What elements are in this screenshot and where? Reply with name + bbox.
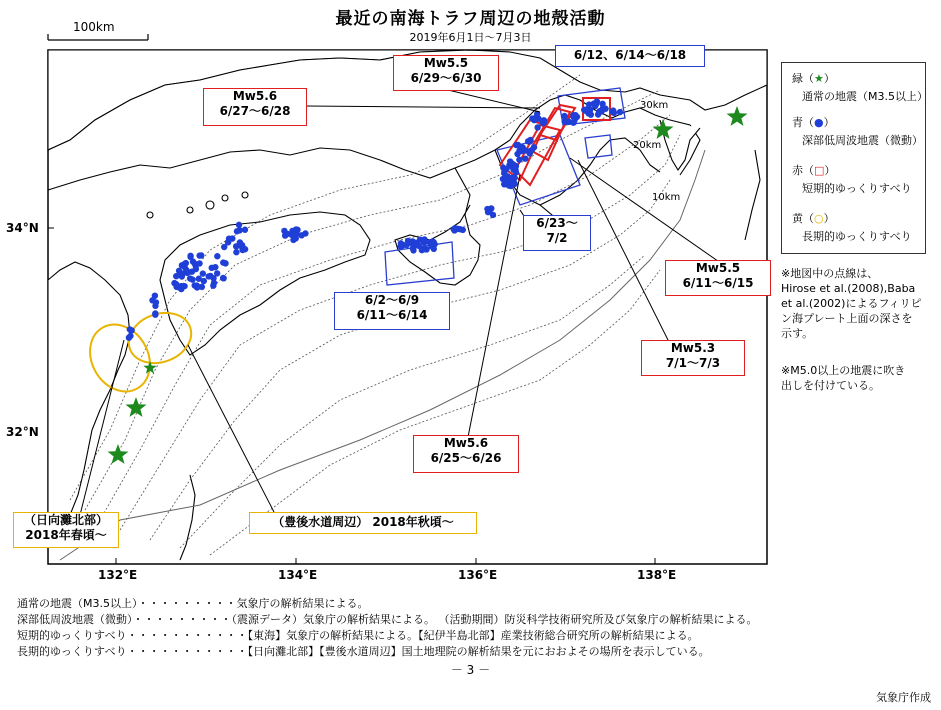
blue-dot-icon: ● xyxy=(814,116,824,129)
lfe-dot xyxy=(187,253,193,259)
lfe-dot xyxy=(220,275,226,281)
note-line: 示す。 xyxy=(781,327,814,340)
footer-line-4: 長期的ゆっくりすべり・・・・・・・・・・・【日向灘北部】【豊後水道周辺】国土地理院の解析結果を元におおよその場所を表示している。 xyxy=(17,645,710,658)
lfe-dot xyxy=(193,266,199,272)
note-line: et al.(2002)によるフィリピ xyxy=(781,297,922,310)
legend-blue-label: 青 xyxy=(792,116,803,129)
lfe-dot xyxy=(201,278,207,284)
lfe-dot xyxy=(484,206,490,212)
lfe-dot xyxy=(592,102,598,108)
lfe-dot xyxy=(514,151,520,157)
callout-mw55-top xyxy=(393,55,499,91)
lfe-dot xyxy=(173,281,179,287)
footer-line-3: 短期的ゆっくりすべり・・・・・・・・・・・【東海】気象庁の解析結果による。【紀伊半島北部】産業技術総合研究所の解析結果による。 xyxy=(17,629,699,642)
lfe-dot xyxy=(421,240,427,246)
legend xyxy=(781,62,926,254)
lfe-dot xyxy=(451,226,457,232)
lon-tick-136: 136°E xyxy=(458,568,498,582)
legend-blue-desc: 深部低周波地震（微動） xyxy=(802,134,923,147)
depth-label-10km: 10km xyxy=(652,192,681,203)
lfe-dot xyxy=(563,119,569,125)
lfe-dot xyxy=(490,212,496,218)
lfe-dot xyxy=(429,239,435,245)
lfe-dot xyxy=(181,283,187,289)
period-subtitle: 2019年6月1日～7月3日 xyxy=(409,31,532,44)
yellow-circle-icon: ○ xyxy=(814,212,824,225)
callout-dates: 6/25～6/26 xyxy=(430,451,502,465)
lfe-dot xyxy=(539,118,545,124)
lfe-dot xyxy=(302,230,308,236)
page-number: － 3 － xyxy=(450,663,491,677)
legend-red-label: 赤 xyxy=(792,164,803,177)
callout-dates: 2018年春頃～ xyxy=(25,528,107,542)
lon-tick-134: 134°E xyxy=(278,568,318,582)
author: 気象庁作成 xyxy=(876,691,931,704)
callout-mw55-right xyxy=(665,260,771,296)
callout-mw56-left xyxy=(203,88,307,126)
lat-tick-34: 34°N xyxy=(6,221,39,235)
lfe-dot xyxy=(527,138,533,144)
footer-line-2: 深部低周波地震（微動）・・・・・・・・・（震源データ）気象庁の解析結果による。 （活動期間）防災科学技術研究所及び気象庁の解析結果による。 xyxy=(17,613,758,626)
callout-dates: 6/11～6/14 xyxy=(356,308,428,322)
callout-blue-top xyxy=(555,45,705,67)
lfe-dot xyxy=(511,174,517,180)
lfe-dot xyxy=(196,260,202,266)
lfe-dot xyxy=(617,109,623,115)
callout-mw56-bottom xyxy=(413,435,519,473)
lfe-dot xyxy=(183,260,189,266)
lfe-dot xyxy=(212,264,218,270)
callout-dates: 6/29～6/30 xyxy=(410,71,482,85)
lfe-dot xyxy=(233,249,239,255)
legend-green-desc: 通常の地震（M3.5以上） xyxy=(802,90,928,103)
callout-dates: 6/11～6/15 xyxy=(682,276,754,290)
lfe-dot xyxy=(196,252,202,258)
note-callouts xyxy=(781,363,931,393)
lfe-dot xyxy=(534,124,540,130)
lfe-dot xyxy=(152,310,158,316)
lfe-dot xyxy=(127,333,133,339)
callout-hyuganada xyxy=(13,512,119,548)
lat-tick-32: 32°N xyxy=(6,425,39,439)
lfe-dot xyxy=(503,166,509,172)
callout-region: （豊後水道周辺） 2018年秋頃～ xyxy=(272,515,454,529)
callout-dates: 7/2 xyxy=(546,231,568,245)
depth-label-30km: 30km xyxy=(640,100,669,111)
legend-yellow-label: 黄 xyxy=(792,212,803,225)
scale-bar xyxy=(48,34,148,40)
lfe-dot xyxy=(152,292,158,298)
note-line: ※地図中の点線は、 xyxy=(781,267,879,280)
callout-region: （日向灘北部） xyxy=(23,513,108,527)
star-icon: ★ xyxy=(814,72,824,85)
lfe-dot xyxy=(571,117,577,123)
lfe-dot xyxy=(407,240,413,246)
lon-tick-132: 132°E xyxy=(98,568,138,582)
lfe-dot xyxy=(233,243,239,249)
lfe-dot xyxy=(527,148,533,154)
callout-magnitude: Mw5.5 xyxy=(423,56,469,70)
lfe-dot xyxy=(507,158,513,164)
callout-blue-shikoku xyxy=(334,292,450,330)
note-line: Hirose et al.(2008),Baba xyxy=(781,282,916,295)
legend-yellow-row: 黄（○） xyxy=(792,212,835,225)
callout-blue-center xyxy=(523,215,591,251)
lfe-dot xyxy=(179,270,185,276)
lfe-dot xyxy=(410,245,416,251)
callout-dates: 6/23～ xyxy=(536,216,578,230)
note-line: 出しを付けている。 xyxy=(781,379,880,392)
lfe-dot xyxy=(189,276,195,282)
depth-label-20km: 20km xyxy=(633,140,662,151)
lfe-dot xyxy=(173,273,179,279)
footer-line-1: 通常の地震（M3.5以上）・・・・・・・・・気象庁の解析結果による。 xyxy=(17,597,369,610)
lfe-dot xyxy=(127,327,133,333)
legend-green-row: 緑（★） xyxy=(792,72,835,85)
callout-magnitude: Mw5.3 xyxy=(670,341,716,355)
red-square-icon: □ xyxy=(814,164,825,177)
lfe-dot xyxy=(226,235,232,241)
lfe-dot xyxy=(529,115,535,121)
callout-magnitude: Mw5.5 xyxy=(695,261,741,275)
note-line: ※M5.0以上の地震に吹き xyxy=(781,364,906,377)
lfe-dot xyxy=(561,113,567,119)
lfe-dot xyxy=(522,155,528,161)
lfe-dot xyxy=(602,106,608,112)
lfe-dot xyxy=(242,227,248,233)
lfe-dot xyxy=(513,142,519,148)
legend-red-row: 赤（□） xyxy=(792,164,836,177)
callout-dates: 6/27～6/28 xyxy=(219,104,291,118)
callout-bungo xyxy=(249,512,477,534)
note-depth-contours xyxy=(781,266,931,341)
lfe-dot xyxy=(516,157,522,163)
page-title: 最近の南海トラフ周辺の地殻活動 xyxy=(335,9,606,29)
lfe-dot xyxy=(397,243,403,249)
lfe-dot xyxy=(214,253,220,259)
legend-blue-row: 青（●） xyxy=(792,116,835,129)
lfe-dot xyxy=(205,273,211,279)
lon-tick-138: 138°E xyxy=(637,568,677,582)
lfe-dot xyxy=(460,227,466,233)
lfe-dot xyxy=(214,270,220,276)
legend-red-desc: 短期的ゆっくりすべり xyxy=(802,182,912,195)
lfe-dot xyxy=(200,270,206,276)
note-line: ン海プレート上面の深さを xyxy=(781,312,913,325)
lfe-dot xyxy=(236,222,242,228)
callout-mw53 xyxy=(641,340,745,376)
lfe-dot xyxy=(610,107,616,113)
lfe-dot xyxy=(152,303,158,309)
callout-dates: 6/2～6/9 xyxy=(364,293,420,307)
callout-magnitude: Mw5.6 xyxy=(232,89,278,103)
lfe-dot xyxy=(282,232,288,238)
scale-label: 100km xyxy=(73,20,115,34)
lfe-dot xyxy=(220,259,226,265)
lfe-dot xyxy=(583,108,589,114)
callout-dates: 6/12、6/14～6/18 xyxy=(573,48,687,62)
legend-green-label: 緑 xyxy=(792,72,803,85)
lfe-dot xyxy=(419,247,425,253)
legend-yellow-desc: 長期的ゆっくりすべり xyxy=(802,230,912,243)
callout-magnitude: Mw5.6 xyxy=(443,436,489,450)
lfe-dot xyxy=(236,227,242,233)
lfe-dot xyxy=(510,166,516,172)
callout-dates: 7/1～7/3 xyxy=(665,356,721,370)
lfe-dot xyxy=(194,284,200,290)
lfe-dot xyxy=(211,280,217,286)
